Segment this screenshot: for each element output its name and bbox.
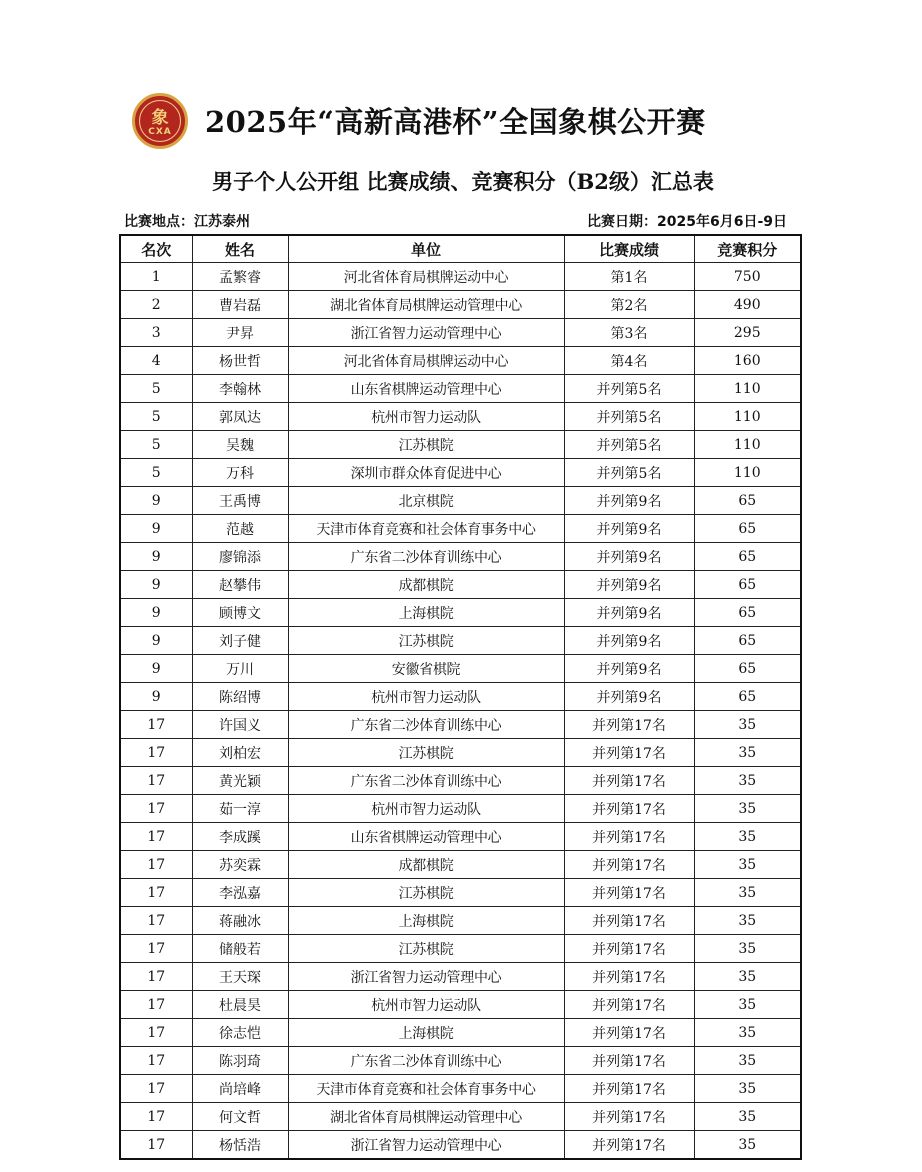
name-cell: 茹一淳 — [192, 795, 288, 823]
points-cell: 35 — [694, 1019, 801, 1047]
result-cell: 并列第17名 — [564, 767, 694, 795]
points-cell: 35 — [694, 879, 801, 907]
unit-cell: 上海棋院 — [288, 599, 564, 627]
points-cell: 110 — [694, 403, 801, 431]
points-cell: 65 — [694, 543, 801, 571]
unit-cell: 江苏棋院 — [288, 627, 564, 655]
table-row — [120, 571, 801, 599]
name-cell: 万科 — [192, 459, 288, 487]
page-title: 2025年“高新高港杯”全国象棋公开赛 — [205, 105, 706, 139]
table-row — [120, 851, 801, 879]
table-row — [120, 599, 801, 627]
name-cell: 王天琛 — [192, 963, 288, 991]
table-row — [120, 739, 801, 767]
name-cell: 廖锦添 — [192, 543, 288, 571]
rank-cell: 17 — [120, 1131, 192, 1160]
name-cell: 徐志恺 — [192, 1019, 288, 1047]
rank-cell: 5 — [120, 459, 192, 487]
result-cell: 并列第9名 — [564, 515, 694, 543]
competition-date: 比赛日期：2025年6月6日-9日 — [587, 214, 787, 230]
unit-cell: 广东省二沙体育训练中心 — [288, 711, 564, 739]
result-cell: 并列第17名 — [564, 907, 694, 935]
name-cell: 万川 — [192, 655, 288, 683]
result-cell: 第4名 — [564, 347, 694, 375]
table-row — [120, 263, 801, 291]
table-row — [120, 991, 801, 1019]
points-cell: 65 — [694, 487, 801, 515]
result-cell: 并列第9名 — [564, 655, 694, 683]
table-row — [120, 1047, 801, 1075]
table-row — [120, 459, 801, 487]
logo-glyph: 象 — [151, 108, 169, 128]
rank-cell: 17 — [120, 907, 192, 935]
name-cell: 郭凤达 — [192, 403, 288, 431]
unit-cell: 湖北省体育局棋牌运动管理中心 — [288, 291, 564, 319]
rank-cell: 9 — [120, 627, 192, 655]
rank-cell: 17 — [120, 711, 192, 739]
name-cell: 杜晨昊 — [192, 991, 288, 1019]
rank-cell: 17 — [120, 1103, 192, 1131]
name-cell: 赵攀伟 — [192, 571, 288, 599]
result-cell: 并列第5名 — [564, 403, 694, 431]
name-cell: 许国义 — [192, 711, 288, 739]
rank-cell: 5 — [120, 375, 192, 403]
table-row — [120, 487, 801, 515]
table-header-row — [120, 235, 801, 263]
points-cell: 35 — [694, 991, 801, 1019]
table-row — [120, 767, 801, 795]
result-cell: 并列第17名 — [564, 1103, 694, 1131]
rank-cell: 17 — [120, 1019, 192, 1047]
result-cell: 并列第17名 — [564, 1019, 694, 1047]
association-logo — [132, 93, 188, 149]
points-cell: 35 — [694, 935, 801, 963]
competition-location: 比赛地点：江苏泰州 — [124, 214, 250, 230]
result-header: 比赛成绩 — [564, 235, 694, 263]
unit-cell: 杭州市智力运动队 — [288, 795, 564, 823]
rank-cell: 9 — [120, 655, 192, 683]
name-cell: 曹岩磊 — [192, 291, 288, 319]
result-cell: 并列第9名 — [564, 599, 694, 627]
table-row — [120, 879, 801, 907]
rank-cell: 17 — [120, 991, 192, 1019]
name-cell: 陈绍博 — [192, 683, 288, 711]
table-row — [120, 627, 801, 655]
unit-cell: 天津市体育竞赛和社会体育事务中心 — [288, 1075, 564, 1103]
points-cell: 160 — [694, 347, 801, 375]
unit-cell: 上海棋院 — [288, 907, 564, 935]
page-subtitle: 男子个人公开组 比赛成绩、竞赛积分（B2级）汇总表 — [212, 169, 714, 194]
rank-cell: 9 — [120, 543, 192, 571]
result-cell: 并列第9名 — [564, 683, 694, 711]
points-cell: 65 — [694, 627, 801, 655]
result-cell: 并列第9名 — [564, 571, 694, 599]
unit-cell: 浙江省智力运动管理中心 — [288, 963, 564, 991]
result-cell: 并列第5名 — [564, 375, 694, 403]
rank-cell: 9 — [120, 515, 192, 543]
points-cell: 35 — [694, 1131, 801, 1160]
name-cell: 顾博文 — [192, 599, 288, 627]
table-row — [120, 655, 801, 683]
result-cell: 并列第5名 — [564, 431, 694, 459]
name-cell: 黄光颖 — [192, 767, 288, 795]
table-row — [120, 1075, 801, 1103]
points-cell: 35 — [694, 1103, 801, 1131]
table-row — [120, 1103, 801, 1131]
name-cell: 陈羽琦 — [192, 1047, 288, 1075]
table-row — [120, 403, 801, 431]
unit-cell: 杭州市智力运动队 — [288, 403, 564, 431]
rank-cell: 17 — [120, 795, 192, 823]
unit-cell: 江苏棋院 — [288, 879, 564, 907]
table-row — [120, 935, 801, 963]
unit-cell: 杭州市智力运动队 — [288, 991, 564, 1019]
table-row — [120, 431, 801, 459]
rank-cell: 17 — [120, 851, 192, 879]
name-cell: 李翰林 — [192, 375, 288, 403]
unit-cell: 江苏棋院 — [288, 935, 564, 963]
result-cell: 并列第17名 — [564, 711, 694, 739]
table-row — [120, 515, 801, 543]
result-cell: 第2名 — [564, 291, 694, 319]
table-row — [120, 1131, 801, 1160]
points-cell: 35 — [694, 711, 801, 739]
result-cell: 并列第17名 — [564, 1047, 694, 1075]
rank-cell: 17 — [120, 1047, 192, 1075]
result-cell: 并列第17名 — [564, 991, 694, 1019]
rank-cell: 17 — [120, 823, 192, 851]
unit-cell: 河北省体育局棋牌运动中心 — [288, 263, 564, 291]
table-row — [120, 795, 801, 823]
table-row — [120, 543, 801, 571]
name-cell: 尚培峰 — [192, 1075, 288, 1103]
points-cell: 750 — [694, 263, 801, 291]
unit-cell: 山东省棋牌运动管理中心 — [288, 375, 564, 403]
rank-cell: 17 — [120, 935, 192, 963]
unit-cell: 湖北省体育局棋牌运动管理中心 — [288, 1103, 564, 1131]
rank-cell: 3 — [120, 319, 192, 347]
points-cell: 65 — [694, 571, 801, 599]
table-row — [120, 347, 801, 375]
name-cell: 储般若 — [192, 935, 288, 963]
points-cell: 490 — [694, 291, 801, 319]
points-cell: 35 — [694, 963, 801, 991]
unit-cell: 河北省体育局棋牌运动中心 — [288, 347, 564, 375]
points-cell: 65 — [694, 655, 801, 683]
results-body — [120, 263, 801, 1160]
result-cell: 并列第17名 — [564, 851, 694, 879]
result-cell: 并列第17名 — [564, 1131, 694, 1160]
unit-cell: 北京棋院 — [288, 487, 564, 515]
unit-cell: 广东省二沙体育训练中心 — [288, 543, 564, 571]
table-row — [120, 291, 801, 319]
result-cell: 并列第5名 — [564, 459, 694, 487]
unit-cell: 浙江省智力运动管理中心 — [288, 1131, 564, 1160]
rank-cell: 1 — [120, 263, 192, 291]
points-cell: 35 — [694, 795, 801, 823]
name-cell: 王禹博 — [192, 487, 288, 515]
points-cell: 35 — [694, 907, 801, 935]
name-cell: 刘柏宏 — [192, 739, 288, 767]
table-row — [120, 823, 801, 851]
unit-cell: 浙江省智力运动管理中心 — [288, 319, 564, 347]
result-cell: 并列第17名 — [564, 795, 694, 823]
result-cell: 并列第17名 — [564, 963, 694, 991]
unit-header: 单位 — [288, 235, 564, 263]
rank-cell: 17 — [120, 767, 192, 795]
rank-cell: 5 — [120, 431, 192, 459]
name-cell: 孟繁睿 — [192, 263, 288, 291]
table-row — [120, 1019, 801, 1047]
rank-cell: 2 — [120, 291, 192, 319]
name-cell: 范越 — [192, 515, 288, 543]
points-cell: 35 — [694, 851, 801, 879]
unit-cell: 成都棋院 — [288, 571, 564, 599]
result-cell: 并列第17名 — [564, 823, 694, 851]
result-cell: 并列第17名 — [564, 879, 694, 907]
result-cell: 并列第17名 — [564, 739, 694, 767]
name-cell: 苏奕霖 — [192, 851, 288, 879]
points-header: 竞赛积分 — [694, 235, 801, 263]
unit-cell: 天津市体育竞赛和社会体育事务中心 — [288, 515, 564, 543]
name-cell: 刘子健 — [192, 627, 288, 655]
points-cell: 295 — [694, 319, 801, 347]
unit-cell: 广东省二沙体育训练中心 — [288, 1047, 564, 1075]
table-row — [120, 683, 801, 711]
points-cell: 35 — [694, 1075, 801, 1103]
rank-cell: 17 — [120, 1075, 192, 1103]
points-cell: 65 — [694, 599, 801, 627]
table-row — [120, 907, 801, 935]
unit-cell: 江苏棋院 — [288, 431, 564, 459]
result-cell: 并列第9名 — [564, 487, 694, 515]
unit-cell: 深圳市群众体育促进中心 — [288, 459, 564, 487]
unit-cell: 安徽省棋院 — [288, 655, 564, 683]
result-cell: 第3名 — [564, 319, 694, 347]
rank-cell: 9 — [120, 487, 192, 515]
table-row — [120, 963, 801, 991]
points-cell: 35 — [694, 767, 801, 795]
result-cell: 第1名 — [564, 263, 694, 291]
points-cell: 110 — [694, 459, 801, 487]
table-row — [120, 319, 801, 347]
results-table — [119, 234, 802, 1160]
unit-cell: 广东省二沙体育训练中心 — [288, 767, 564, 795]
rank-cell: 9 — [120, 571, 192, 599]
rank-cell: 17 — [120, 879, 192, 907]
name-cell: 何文哲 — [192, 1103, 288, 1131]
result-cell: 并列第9名 — [564, 543, 694, 571]
rank-cell: 9 — [120, 599, 192, 627]
points-cell: 65 — [694, 683, 801, 711]
unit-cell: 成都棋院 — [288, 851, 564, 879]
points-cell: 35 — [694, 739, 801, 767]
rank-cell: 17 — [120, 739, 192, 767]
name-cell: 杨恬浩 — [192, 1131, 288, 1160]
points-cell: 110 — [694, 375, 801, 403]
table-row — [120, 375, 801, 403]
name-cell: 吴魏 — [192, 431, 288, 459]
points-cell: 110 — [694, 431, 801, 459]
unit-cell: 上海棋院 — [288, 1019, 564, 1047]
table-row — [120, 711, 801, 739]
result-cell: 并列第17名 — [564, 1075, 694, 1103]
rank-header: 名次 — [120, 235, 192, 263]
points-cell: 35 — [694, 1047, 801, 1075]
unit-cell: 山东省棋牌运动管理中心 — [288, 823, 564, 851]
name-cell: 杨世哲 — [192, 347, 288, 375]
name-cell: 李泓嘉 — [192, 879, 288, 907]
rank-cell: 17 — [120, 963, 192, 991]
name-cell: 尹昇 — [192, 319, 288, 347]
name-cell: 李成蹊 — [192, 823, 288, 851]
result-cell: 并列第9名 — [564, 627, 694, 655]
name-cell: 蒋融冰 — [192, 907, 288, 935]
unit-cell: 杭州市智力运动队 — [288, 683, 564, 711]
logo-abbreviation: CXA — [148, 127, 172, 137]
points-cell: 35 — [694, 823, 801, 851]
unit-cell: 江苏棋院 — [288, 739, 564, 767]
rank-cell: 5 — [120, 403, 192, 431]
rank-cell: 4 — [120, 347, 192, 375]
rank-cell: 9 — [120, 683, 192, 711]
name-header: 姓名 — [192, 235, 288, 263]
points-cell: 65 — [694, 515, 801, 543]
result-cell: 并列第17名 — [564, 935, 694, 963]
